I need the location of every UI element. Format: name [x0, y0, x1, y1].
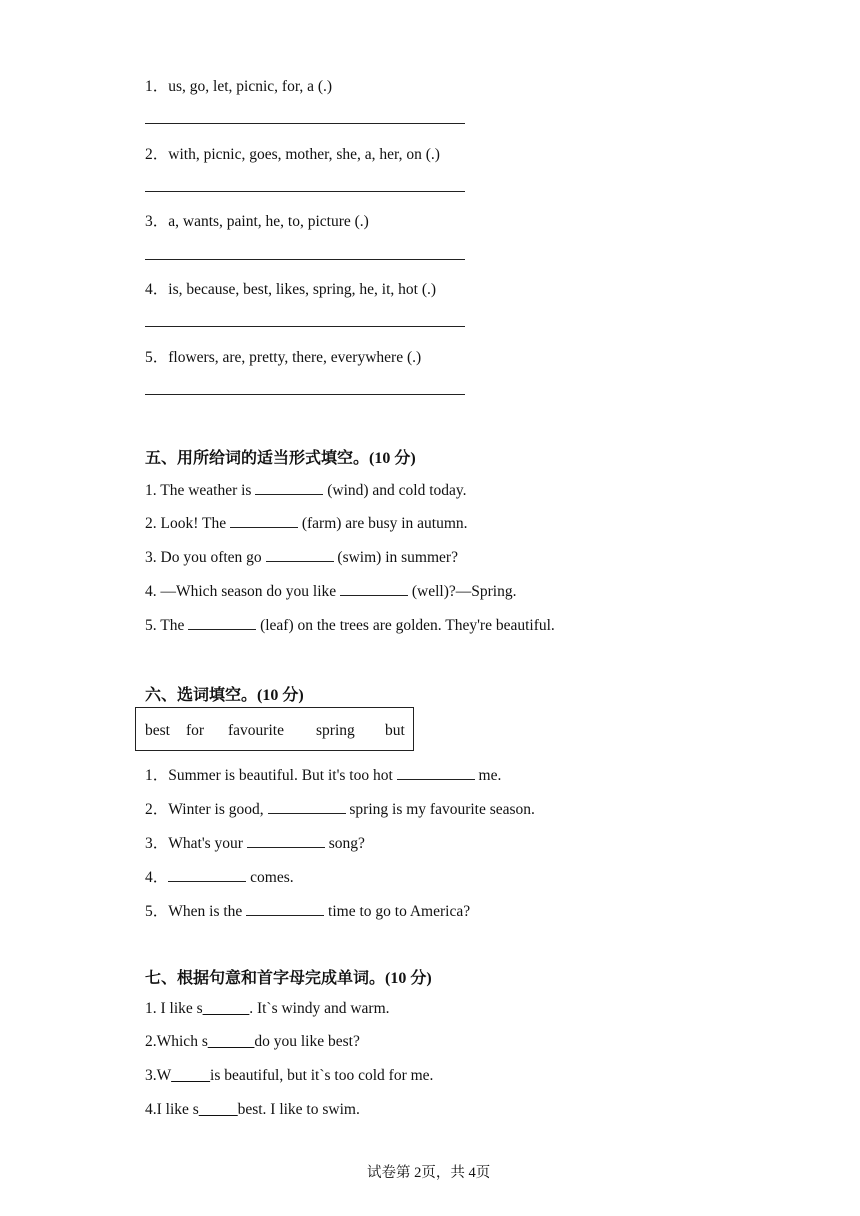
blank-field[interactable]	[168, 867, 246, 882]
item-text-after: song?	[328, 835, 365, 852]
blank-field[interactable]: _____	[198, 1101, 238, 1118]
blank-field[interactable]: _____	[171, 1067, 211, 1084]
question-text: with, picnic, goes, mother, she, a, her, on (.)	[168, 146, 440, 163]
section-heading: 五、用所给词的适当形式填空。(10 分)	[145, 450, 416, 467]
item-text-after: (farm) are busy in autumn.	[301, 515, 468, 532]
answer-line[interactable]	[145, 191, 465, 192]
item-text-before: 3.W	[145, 1067, 172, 1084]
item-text-before: 3. Do you often go	[145, 549, 266, 566]
blank-field[interactable]: ______	[207, 1033, 255, 1050]
question-item	[145, 209, 369, 231]
fill-blank-item	[145, 547, 458, 567]
question-number: 4．	[145, 281, 169, 298]
word-bank-item: favourite	[228, 722, 284, 739]
question-item	[145, 74, 332, 96]
blank-field[interactable]	[266, 547, 334, 562]
item-text-after: time to go to America?	[328, 903, 471, 920]
question-text: us, go, let, picnic, for, a (.)	[168, 78, 333, 95]
word-bank-item: spring	[316, 722, 355, 739]
item-text-after: . It`s windy and warm.	[249, 1000, 390, 1017]
word-completion-item	[145, 1101, 360, 1119]
word-completion-item	[145, 1067, 433, 1085]
item-text-before: 2．Winter is good,	[145, 801, 268, 818]
blank-field[interactable]	[268, 799, 346, 814]
word-bank-item: for	[186, 722, 205, 739]
section-heading: 七、根据句意和首字母完成单词。(10 分)	[145, 970, 432, 987]
answer-line[interactable]	[145, 394, 465, 395]
word-bank-item: but	[385, 722, 405, 739]
blank-field[interactable]: ______	[202, 1000, 250, 1017]
question-item	[145, 142, 440, 164]
word-completion-item	[145, 1033, 360, 1051]
question-text: a, wants, paint, he, to, picture (.)	[168, 213, 369, 230]
item-text-after: do you like best?	[254, 1033, 360, 1050]
item-text-before: 2. Look! The	[145, 515, 230, 532]
item-text-after: (wind) and cold today.	[327, 482, 467, 499]
blank-field[interactable]	[188, 615, 256, 630]
question-number: 3．	[145, 213, 169, 230]
fill-blank-item	[145, 763, 501, 785]
item-text-before: 3．What's your	[145, 835, 247, 852]
item-text-after: me.	[478, 767, 502, 784]
item-text-before: 4. —Which season do you like	[145, 583, 341, 600]
blank-field[interactable]	[397, 765, 475, 780]
question-item	[145, 277, 436, 299]
fill-blank-item	[145, 615, 555, 635]
page-footer: 试卷第 2页，共 4页	[367, 1165, 491, 1181]
blank-field[interactable]	[247, 833, 325, 848]
item-text-before: 1. The weather is	[145, 482, 256, 499]
item-text-after: comes.	[250, 869, 294, 886]
fill-blank-item	[145, 899, 470, 921]
answer-line[interactable]	[145, 326, 465, 327]
fill-blank-item	[145, 831, 365, 853]
item-text-after: best. I like to swim.	[237, 1101, 360, 1118]
section-heading: 六、选词填空。(10 分)	[145, 687, 304, 704]
answer-line[interactable]	[145, 123, 465, 124]
word-bank-item: best	[145, 722, 170, 739]
item-text-after: is beautiful, but it`s too cold for me.	[210, 1067, 434, 1084]
blank-field[interactable]	[255, 480, 323, 495]
fill-blank-item	[145, 797, 535, 819]
blank-field[interactable]	[246, 901, 324, 916]
item-text-before: 5. The	[145, 617, 189, 634]
word-bank-box	[135, 707, 414, 751]
question-text: flowers, are, pretty, there, everywhere (.)	[168, 349, 422, 366]
item-text-before: 4．	[145, 869, 169, 886]
question-number: 5．	[145, 349, 169, 366]
item-text-after: (swim) in summer?	[337, 549, 458, 566]
item-text-after: spring is my favourite season.	[349, 801, 535, 818]
fill-blank-item	[145, 865, 294, 887]
fill-blank-item	[145, 581, 517, 601]
item-text-after: (well)?—Spring.	[411, 583, 517, 600]
question-text: is, because, best, likes, spring, he, it, hot (.)	[168, 281, 437, 298]
blank-field[interactable]	[230, 513, 298, 528]
item-text-after: (leaf) on the trees are golden. They're beautiful.	[260, 617, 555, 634]
question-number: 1．	[145, 78, 169, 95]
item-text-before: 2.Which s	[145, 1033, 208, 1050]
question-number: 2．	[145, 146, 169, 163]
item-text-before: 4.I like s	[145, 1101, 199, 1118]
word-completion-item	[145, 1000, 390, 1018]
item-text-before: 1．Summer is beautiful. But it's too hot	[145, 767, 397, 784]
item-text-before: 5．When is the	[145, 903, 247, 920]
blank-field[interactable]	[340, 581, 408, 596]
item-text-before: 1. I like s	[145, 1000, 203, 1017]
fill-blank-item	[145, 480, 467, 500]
question-item	[145, 345, 421, 367]
fill-blank-item	[145, 513, 468, 533]
answer-line[interactable]	[145, 259, 465, 260]
